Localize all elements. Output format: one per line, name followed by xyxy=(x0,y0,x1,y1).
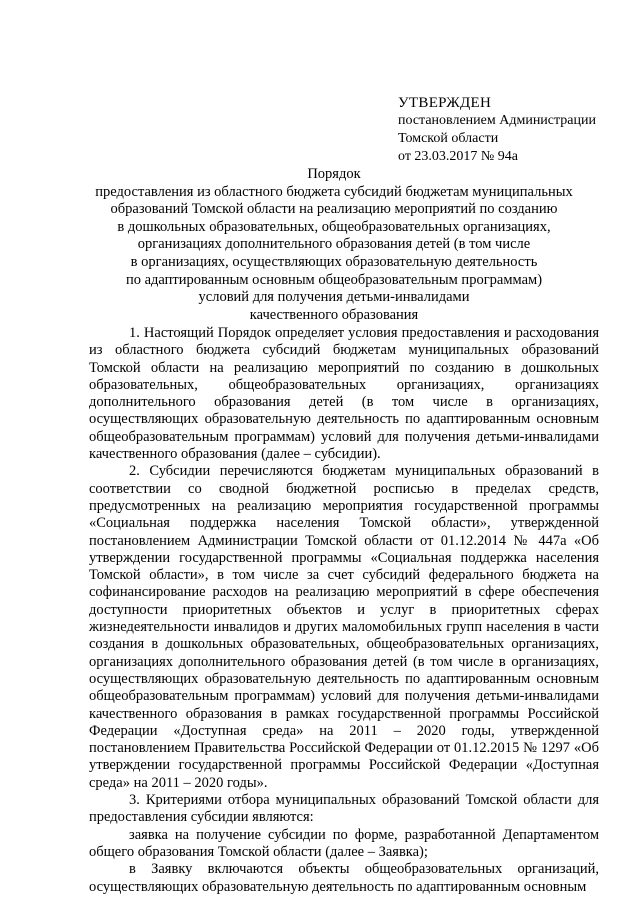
title-line: в организациях, осуществляющих образовательную деятельность xyxy=(130,253,538,270)
title-line: образований Томской области на реализацию мероприятий по созданию xyxy=(110,201,558,218)
document-body xyxy=(89,325,599,896)
approval-title: УТВЕРЖДЕН xyxy=(398,95,492,111)
paragraph: в Заявку включаются объекты общеобразовательных организаций, осуществляющих образовательную деятельность по адаптированным основным xyxy=(89,861,599,895)
approval-line: постановлением Администрации xyxy=(398,113,596,128)
title-line: предоставления из областного бюджета субсидий бюджетам муниципальных xyxy=(95,183,573,200)
title-line: качественного образования xyxy=(249,306,419,323)
title-line: условий для получения детьми-инвалидами xyxy=(198,289,470,306)
document-title xyxy=(88,166,580,324)
title-line: организациях дополнительного образования детей (в том числе xyxy=(137,236,531,253)
approval-line: Томской области xyxy=(398,131,499,146)
paragraph: 2. Субсидии перечисляются бюджетам муниципальных образований в соответствии со сводной бюджетной росписью в пределах средств, предусмотренных на реализацию мероприятия государственной программы «Социальная поддержка населения Томской области», утвержденной постановлением Администрации Томской области от 01.12.2014 № 447а «Об утверждении государственной программы «Социальная поддержка населения Томской области», в том числе за счет субсидий федерального бюджета на софинансирование расходов на реализацию мероприятий в сфере обеспечения доступности приоритетных объектов и услуг в приоритетных сферах жизнедеятельности инвалидов и других маломобильных групп населения в части создания в дошкольных образовательных, общеобразовательных организациях, организациях дополнительного образования детей (в том числе в организациях, осуществляющих образовательную деятельность по адаптированным основным общеобразовательным программам) условий для получения детьми-инвалидами качественного образования в рамках государственной программы Российской Федерации «Доступная среда» на 2011 – 2020 годы, утвержденной постановлением Правительства Российской Федерации от 01.12.2015 № 1297 «Об утверждении государственной программы Российской Федерации «Доступная среда» на 2011 – 2020 годы». xyxy=(89,463,599,791)
paragraph: заявка на получение субсидии по форме, разработанной Департаментом общего образования Томской области (далее – Заявка); xyxy=(89,826,599,860)
title-line: по адаптированным основным общеобразовательным программам) xyxy=(125,271,543,288)
paragraph: 3. Критериями отбора муниципальных образований Томской области для предоставления субсидии являются: xyxy=(89,792,599,826)
paragraph: 1. Настоящий Порядок определяет условия предоставления и расходования из областного бюджета субсидий бюджетам муниципальных образований Томской области на реализацию мероприятий по созданию в дошкольных образовательных, общеобразовательных организациях, организациях дополнительного образования детей (в том числе в организациях, осуществляющих образовательную деятельность по адаптированным основным общеобразовательным программам) условий для получения детьми-инвалидами качественного образования (далее – субсидии). xyxy=(89,325,599,463)
approval-line: от 23.03.2017 № 94а xyxy=(398,149,519,164)
title-line: в дошкольных образовательных, общеобразовательных организациях, xyxy=(117,218,551,235)
approval-stamp xyxy=(398,94,596,166)
title-heading: Порядок xyxy=(307,166,361,182)
